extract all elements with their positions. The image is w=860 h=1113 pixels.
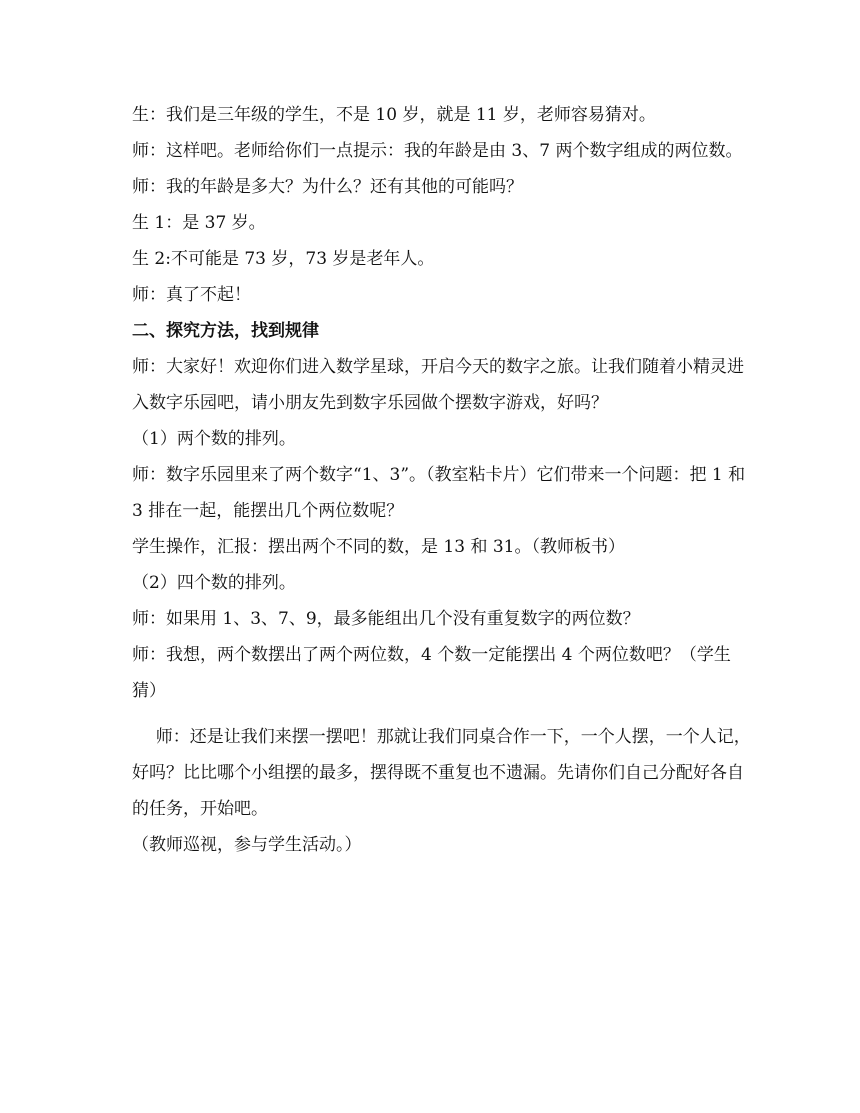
paragraph: 师：大家好！欢迎你们进入数学星球，开启今天的数字之旅。让我们随着小精灵进入数字乐园吧，请小朋友先到数字乐园做个摆数字游戏，好吗？	[132, 357, 744, 413]
paragraph: 师：我的年龄是多大？为什么？还有其他的可能吗？	[132, 177, 523, 197]
document-body	[132, 97, 752, 863]
paragraph: 生 1：是 37 岁。	[132, 213, 266, 233]
paragraph: （教师巡视，参与学生活动。）	[132, 835, 362, 855]
paragraph: 师：我想，两个数摆出了两个两位数，4 个数一定能摆出 4 个两位数吧？（学生猜）	[132, 645, 731, 701]
paragraph: 师：真了不起！	[132, 285, 251, 305]
sub-heading: （2）四个数的排列。	[132, 573, 296, 593]
sub-heading: （1）两个数的排列。	[132, 429, 296, 449]
paragraph: 师：如果用 1、3、7、9，最多能组出几个没有重复数字的两位数？	[132, 609, 640, 629]
paragraph: 师：数字乐园里来了两个数字“1、3”。（教室粘卡片）它们带来一个问题：把 1 和 3 排在一起，能摆出几个两位数呢？	[132, 465, 746, 521]
paragraph: 学生操作，汇报：摆出两个不同的数，是 13 和 31。（教师板书）	[132, 537, 625, 557]
paragraph: 生：我们是三年级的学生，不是 10 岁，就是 11 岁，老师容易猜对。	[132, 105, 656, 125]
section-heading: 二、探究方法，找到规律	[132, 321, 319, 341]
paragraph: 师：还是让我们来摆一摆吧！那就让我们同桌合作一下，一个人摆，一个人记，好吗？比比哪个小组摆的最多，摆得既不重复也不遗漏。先请你们自己分配好各自的任务，开始吧。	[132, 727, 751, 819]
paragraph: 师：这样吧。老师给你们一点提示：我的年龄是由 3、7 两个数字组成的两位数。	[132, 141, 743, 161]
paragraph: 生 2:不可能是 73 岁，73 岁是老年人。	[132, 249, 435, 269]
